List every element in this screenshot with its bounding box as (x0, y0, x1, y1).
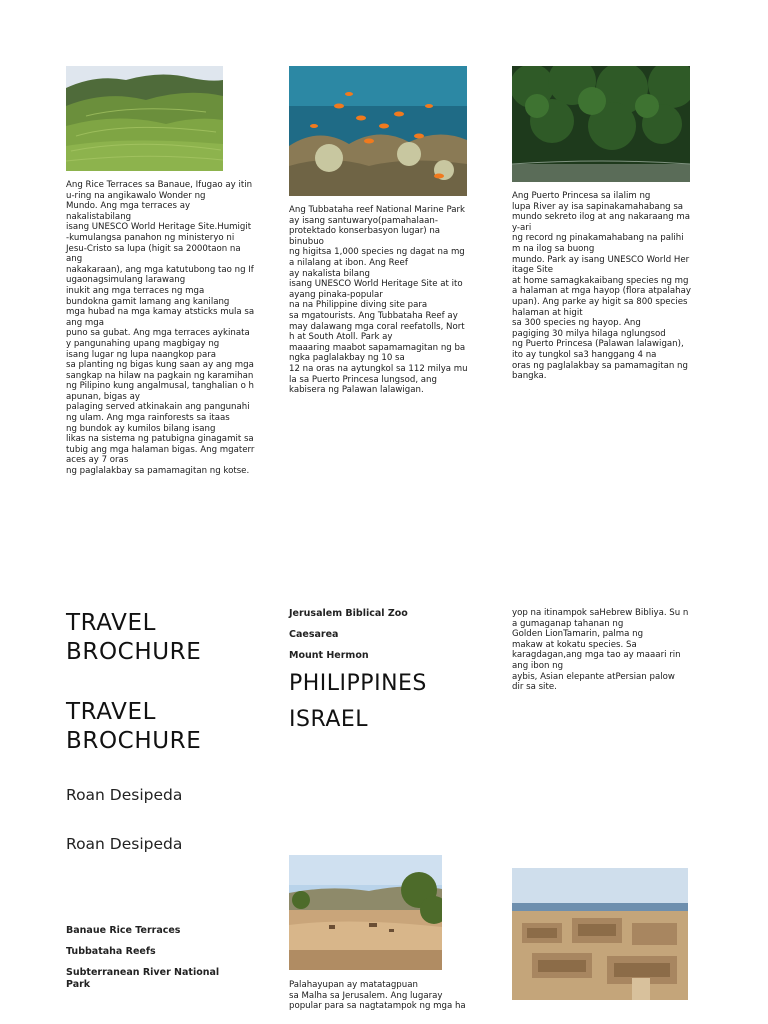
cover-title: TRAVEL BROCHURE (66, 610, 202, 665)
tubbataha-description: Ang Tubbataha reef National Marine Park ay isang santuwaryo(pamahalaan- protektado konserbasyon lugar) na binubuo ng higitsa 1,000 species ng dagat na mg a nilalang at ibon. Ang Reef ay nakalista bilang isang UNESCO World Heritage Site at ito ayang pinaka-popular na na Philippine diving site para sa mgatourists. Ang Tubbataha Reef ay may dalawang mga coral reefatolls, Nort h at South Atoll. Park ay maaaring maabot sapamamagitan ng ba ngka paglalakbay ng 10 sa 12 na oras na aytungkol sa 112 milya mu la sa Puerto Princesa lungsod, ang kabisera ng Palawan lalawigan. (289, 205, 468, 396)
author-name: Roan Desipeda (66, 786, 183, 804)
israel-destination-2: Caesarea (289, 629, 339, 640)
country-philippines: PHILIPPINES (289, 671, 427, 696)
rice-terraces-photo (66, 66, 223, 171)
biblical-zoo-photo (289, 855, 442, 970)
rice-terraces-description: Ang Rice Terraces sa Banaue, Ifugao ay itin u-ring na angikawalo Wonder ng Mundo. Ang mga terraces ay nakalistabilang isang UNESCO World Heritage Site.Humigit -kumulangsa panahon ng ministeryo ni Jesu-Cristo sa lupa (higit sa 2000taon na ang nakakaraan), ang mga katutubong tao ng If ugaonagsimulang larawang inukit ang mga terraces ng mga bundokna gamit lamang ang kanilang mga hubad na mga kamay atsticks mula sa ang mga puno sa gubat. Ang mga terraces aykinata y pangunahing upang magbigay ng isang lugar ng lupa naangkop para sa planting ng bigas kung saan ay ang mga sangkap na hilaw na pagkain ng karamihan ng Pilipino kung angalmusal, tanghalian o h apunan, bigas ay palaging served atkinakain ang pangunahi ng ulam. Ang mga rainforests sa itaas ng bundok ay kumilos bilang isang likas na sistema ng patubigna ginagamit sa tubig ang mga halaman bigas. Ang mgaterr aces ay 7 oras ng paglalakbay sa pamamagitan ng kotse. (66, 180, 255, 477)
caesarea-ruins-photo (512, 868, 688, 1000)
cover-title-secondary: TRAVEL BROCHURE (66, 699, 202, 754)
underground-river-description: Ang Puerto Princesa sa ilalim ng lupa River ay isa sapinakamahabang sa mundo sekreto ilog at ang nakaraang ma y-ari ng record ng pinakamahabang na palihi m na ilog sa buong mundo. Park ay isang UNESCO World Her itage Site at home samagkakaibang species ng mg a halaman at mga hayop (flora atpalahay upan). Ang parke ay higit sa 800 species halaman at higit sa 300 species ng hayop. Ang pagiging 30 milya hilaga nglungsod ng Puerto Princesa (Palawan lalawigan), ito ay tungkol sa3 hanggang 4 na oras ng paglalakbay sa pamamagitan ng bangka. (512, 191, 691, 382)
israel-destination-1: Jerusalem Biblical Zoo (289, 608, 408, 619)
philippines-destination-1: Banaue Rice Terraces (66, 925, 181, 936)
philippines-destination-2: Tubbataha Reefs (66, 946, 156, 957)
zoo-description: Palahayupan ay matatagpuan sa Malha sa Jerusalem. Ang lugaray popular para sa nagtatampok ng mga ha (289, 980, 466, 1012)
country-israel: ISRAEL (289, 707, 369, 732)
israel-destination-3: Mount Hermon (289, 650, 369, 661)
coral-reef-photo (289, 66, 467, 196)
author-name-secondary: Roan Desipeda (66, 835, 183, 853)
zoo-description-continued: yop na itinampok saHebrew Bibliya. Su n a gumaganap tahanan ng Golden LionTamarin, palma ng makaw at kokatu species. Sa karagdagan,ang mga tao ay maaari rin ang ibon ng aybis, Asian elepante atPersian palow dir sa site. (512, 608, 689, 693)
philippines-destination-3: Subterranean River National Park (66, 967, 220, 990)
underground-river-photo (512, 66, 690, 182)
